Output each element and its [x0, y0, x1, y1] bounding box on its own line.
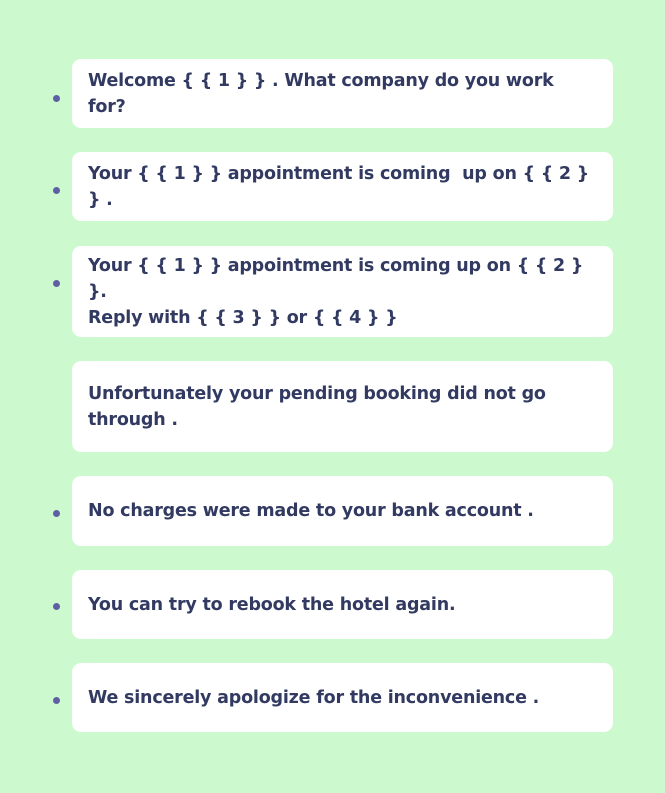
message-card: [72, 361, 613, 452]
message-text: Your { { 1 } } appointment is coming up on { { 2 } } .: [88, 163, 595, 210]
bullet-icon: [53, 510, 60, 517]
bullet-icon: [53, 603, 60, 610]
message-text: No charges were made to your bank account .: [88, 501, 534, 521]
message-card: [72, 570, 613, 639]
message-text: You can try to rebook the hotel again.: [88, 594, 456, 615]
message-card: [72, 59, 613, 128]
bullet-icon: [53, 95, 60, 102]
message-card: [72, 663, 613, 732]
message-text: We sincerely apologize for the inconvenience .: [88, 687, 540, 708]
message-text: Welcome { { 1 } } . What company do you work for?: [88, 70, 560, 117]
message-card: [72, 246, 613, 337]
message-text: Your { { 1 } } appointment is coming up on { { 2 } }. Reply with { { 3 } } or { { 4 } }: [88, 255, 584, 328]
bullet-icon: [53, 187, 60, 194]
message-text: Unfortunately your pending booking did not go through .: [88, 383, 546, 430]
message-card: [72, 152, 613, 221]
bullet-icon: [53, 280, 60, 287]
message-card: [72, 476, 613, 546]
bullet-icon: [53, 697, 60, 704]
